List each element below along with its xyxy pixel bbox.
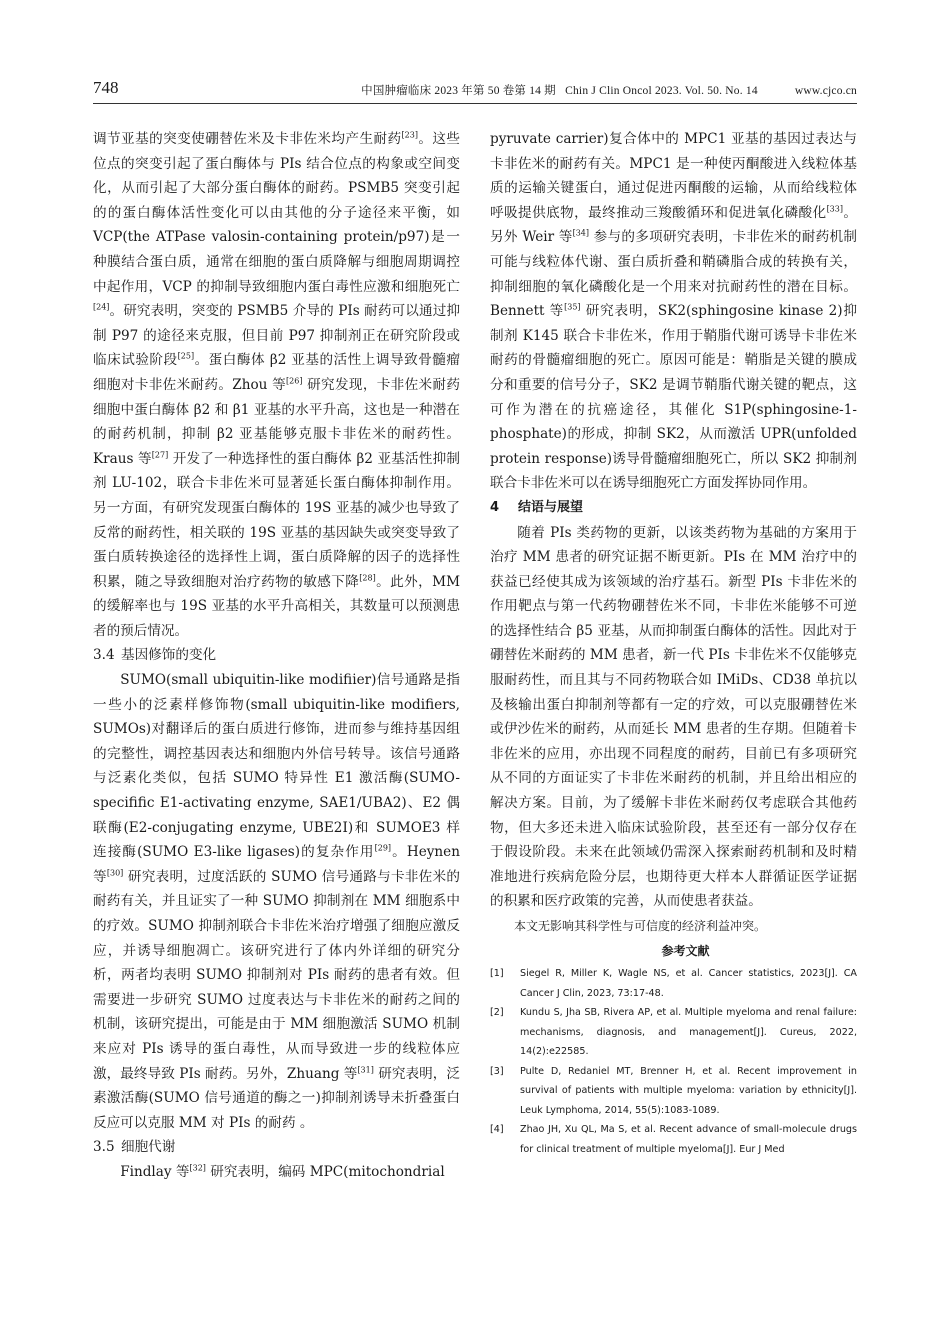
reference-item <box>490 1120 857 1159</box>
reference-item <box>490 964 857 1003</box>
citation: [23] <box>401 130 418 140</box>
right-column <box>490 127 857 1159</box>
journal-info <box>361 82 857 98</box>
citation: [35] <box>564 302 581 312</box>
conflict-statement: 本文无影响其科学性与可信度的经济利益冲突。 <box>514 919 767 933</box>
page-number: 748 <box>93 78 119 97</box>
paragraph-metabolism <box>93 1160 460 1185</box>
text-run: 研究表明，SK2(sphingosine kinase 2)抑制剂 K145 联合卡非佐米，作用于鞘脂代谢可诱导卡非佐米耐药的骨髓瘤细胞的死亡。原因可能是：鞘脂是关键的膜成分和重要的信号分子，SK2 是调节鞘脂代谢关键的靶点，这可作为潜在的抗癌途径，其催化 S1P(sphingosine-1-phosphate)的形成，抑制 SK2，从而激活 UPR(unfolded protein response)诱导骨髓瘤细胞死亡，所以 SK2 抑制剂联合卡非佐米可以在诱导细胞死亡方面发挥协同作用。 <box>490 303 857 492</box>
section-number: 3.4 <box>93 647 115 664</box>
reference-index: [2] <box>490 1007 504 1018</box>
paragraph-sumo <box>93 668 460 1135</box>
page-header <box>93 78 857 100</box>
reference-item <box>490 1062 857 1121</box>
text-run: Findlay 等 <box>120 1163 190 1180</box>
section-number: 4 <box>490 499 500 515</box>
reference-index: [3] <box>490 1065 504 1077</box>
reference-index: [1] <box>490 968 504 979</box>
text-run: 。另外 Weir 等 <box>490 204 858 246</box>
citation: [34] <box>572 228 590 238</box>
text-run: 。此外，MM 的缓解率也与 19S 亚基的水平升高相关，其数量可以预测患者的预后情况。 <box>93 573 460 639</box>
text-run: 。蛋白酶体 β2 亚基的活性上调导致骨髓瘤细胞对卡非佐米耐药。Zhou 等 <box>93 352 461 393</box>
references-title: 参考文献 <box>661 944 710 958</box>
citation: [28] <box>359 573 376 583</box>
text-run: 。Heynen 等 <box>93 844 460 885</box>
journal-website: www.cjco.cn <box>794 85 857 97</box>
citation: [32] <box>189 1163 206 1173</box>
citation: [31] <box>357 1065 374 1075</box>
reference-text: Zhao JH, Xu QL, Ma S, et al. Recent advance of small-molecule drugs for clinical treatment of multiple myeloma[J]. Eur J Med <box>520 1124 857 1155</box>
citation: [26] <box>286 376 303 386</box>
citation: [27] <box>151 450 169 460</box>
reference-list <box>490 964 857 1159</box>
text-run: 。这些位点的突变引起了蛋白酶体与 PIs 结合位点的构象或空间变化，从而引起了大部分蛋白酶体的耐药。PSMB5 突变引起的的蛋白酶体活性变化可以由其他的分子途径来平衡，如 VCP(the ATPase valosin-containing protein/p97)是一种膜结合蛋白质，通常在细胞的蛋白质降解与细胞周期调控中起作用，VCP 的抑制导致细胞内蛋白毒性应激和细胞死亡 <box>93 131 461 295</box>
paragraph-conclusion: 随着 PIs 类药物的更新，以该类药物为基础的方案用于治疗 MM 患者的研究证据不断更新。PIs 在 MM 治疗中的获益已经使其成为该领域的治疗基石。新型 PIs 卡非佐米的作用靶点与第一代药物硼替佐米不同，卡非佐米能够不可逆的选择性结合 β5 亚基，从而抑制蛋白酶体的活性。因此对于硼替佐米耐药的 MM 患者，新一代 PIs 卡非佐米不仅能够克服耐药性，而且其与不同药物联合如 IMiDs、CD38 单抗以及核输出蛋白抑制剂等都有一定的疗效，可以克服硼替佐米或伊沙佐米的耐药，从而延长 MM 患者的生存期。但随着卡非佐米的应用，亦出现不同程度的耐药，目前已有多项研究从不同的方面证实了卡非佐米耐药的机制，并且给出相应的解决方案。目前，为了缓解卡非佐米耐药仅考虑联合其他药物，但大多还未进入临床试验阶段，甚至还有一部分仅存在于假设阶段。未来在此领域仍需深入探索耐药机制和及时精准地进行疾病危险分层，也期待更大样本人群循证医学证据的积累和医疗政策的完善，从而使患者获益。 <box>490 524 857 910</box>
citation: [30] <box>106 868 124 878</box>
text-run: 。研究表明，突变的 PSMB5 介导的 PIs 耐药可以通过抑制 P97 的途径来克服，但目前 P97 抑制剂正在研究阶段或临床试验阶段 <box>93 303 460 369</box>
section-number: 3.5 <box>93 1139 115 1156</box>
paragraph-mpc <box>490 127 857 496</box>
text-run: pyruvate carrier)复合体中的 MPC1 亚基的基因过表达与卡非佐米的耐药有关。MPC1 是一种使丙酮酸进入线粒体基质的运输关键蛋白，通过促进丙酮酸的运输，从而给线粒体呼吸提供底物，最终推动三羧酸循环和促进氧化磷酸化 <box>490 131 857 221</box>
journal-name-en: Chin J Clin Oncol 2023. Vol. 50. No. 14 <box>565 85 758 97</box>
text-run: 研究表明，过度活跃的 SUMO 信号通路与卡非佐米的耐药有关，并且证实了一种 SUMO 抑制剂在 MM 细胞系中的疗效。SUMO 抑制剂联合卡非佐米治疗增强了细胞应激反应，并诱导细胞凋亡。该研究进行了体内外详细的研究分析，两者均表明 SUMO 抑制剂对 PIs 耐药的患者有效。但需要进一步研究 SUMO 过度表达与卡非佐米的耐药之间的机制，该研究提出，可能是由于 MM 细胞激活 SUMO 机制来应对 PIs 诱导的蛋白毒性，从而导致进一步的线粒体应激，最终导致 PIs 耐药。另外，Zhuang 等 <box>93 868 461 1082</box>
section-heading-3-4 <box>93 643 460 668</box>
left-column <box>93 127 460 1185</box>
section-title: 结语与展望 <box>518 499 584 515</box>
reference-index: [4] <box>490 1124 504 1135</box>
paragraph-proteasome-mutation <box>93 127 460 643</box>
header-rule <box>93 103 857 104</box>
section-title: 细胞代谢 <box>121 1139 176 1156</box>
text-run: 参与的多项研究表明，卡非佐米的耐药机制可能与线粒体代谢、蛋白质折叠和鞘磷脂合成的转换有关，抑制细胞的氧化磷酸化是一个用来对抗耐药性的潜在目标。Bennett 等 <box>490 229 857 320</box>
text-run: 研究表明，编码 MPC(mitochondrial <box>205 1163 445 1180</box>
section-heading-3-5 <box>93 1135 460 1160</box>
citation: [33] <box>826 204 843 214</box>
section-title: 基因修饰的变化 <box>121 647 217 664</box>
citation: [24] <box>93 302 110 312</box>
text-run: 研究发现，卡非佐米耐药细胞中蛋白酶体 β2 和 β1 亚基的水平升高，这也是一种潜在的耐药机制，抑制 β2 亚基能够克服卡非佐米的耐药性。Kraus 等 <box>93 376 460 467</box>
citation: [29] <box>374 843 392 853</box>
reference-text: Pulte D, Redaniel MT, Brenner H, et al. Recent improvement in survival of patients with multiple myeloma: variation by ethnicity[J]. Leuk Lymphoma, 2014, 55(5):1083-1089. <box>520 1065 857 1116</box>
reference-item <box>490 1003 857 1062</box>
text-run: 调节亚基的突变使硼替佐米及卡非佐米均产生耐药 <box>93 131 402 147</box>
section-heading-4 <box>490 496 857 521</box>
reference-text: Kundu S, Jha SB, Rivera AP, et al. Multiple myeloma and renal failure: mechanisms, diagnosis, and management[J]. Cureus, 2022, 14(2):e22585. <box>520 1007 857 1057</box>
text-run: 开发了一种选择性的蛋白酶体 β2 亚基活性抑制剂 LU-102，联合卡非佐米可显著延长蛋白酶体抑制作用。另一方面，有研究发现蛋白酶体的 19S 亚基的减少也导致了反常的耐药性，相关联的 19S 亚基的基因缺失或突变导致了蛋白质转换途径的选择性上调，蛋白质降解的因子的选择性积累，随之导致细胞对治疗药物的敏感下降 <box>93 450 460 590</box>
text-run: SUMO(small ubiquitin-like modifiier)信号通路是指一些小的泛素样修饰物(small ubiquitin-like modifiers, SUMOs)对翻译后的蛋白质进行修饰，进而参与维持基因组的完整性，调控基因表达和细胞内外信号转导。该信号通路与泛素化类似，包括 SUMO 特异性 E1 激活酶(SUMO-specifific E1-activating enzyme, SAE1/UBA2)、E2 偶联酶(E2-conjugating enzyme, UBE2I)和 SUMOE3 样连接酶(SUMO E3-like ligases)的复杂作用 <box>93 672 460 861</box>
reference-text: Siegel R, Miller K, Wagle NS, et al. Cancer statistics, 2023[J]. CA Cancer J Clin, 2023, 73:17-48. <box>520 968 857 999</box>
citation: [25] <box>177 351 195 361</box>
journal-name-cn: 中国肿瘤临床 2023 年第 50 卷第 14 期 <box>361 85 556 97</box>
text-run: 研究表明，泛素激活酶(SUMO 信号通道的酶之一)抑制剂诱导未折叠蛋白反应可以克服 MM 对 PIs 的耐药 。 <box>93 1065 460 1131</box>
